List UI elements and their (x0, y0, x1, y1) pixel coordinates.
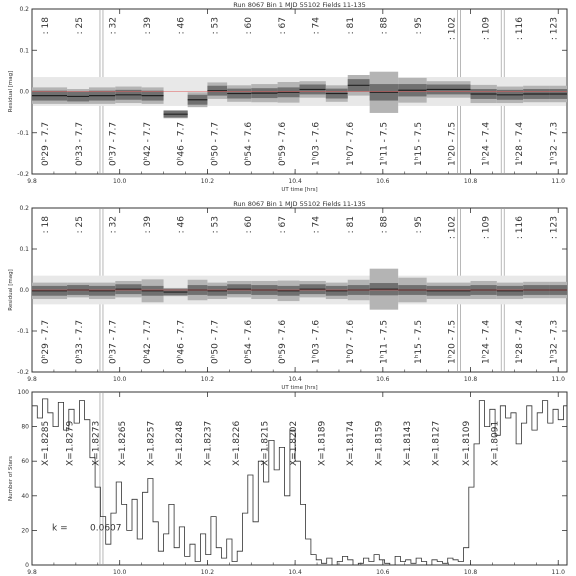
field-number: : 123 (549, 216, 560, 240)
airmass-label: X=1.8091 (490, 420, 501, 466)
field-info: 1ʰ24 - 7.4 (481, 121, 492, 166)
airmass-label: X=1.8109 (462, 420, 473, 466)
airmass-label: X=1.8265 (117, 420, 128, 466)
field-number: : 39 (142, 216, 153, 234)
field-number: : 88 (379, 216, 390, 234)
field-number: : 95 (413, 216, 424, 234)
chart-title: Run 8067 Bin 1 MJD 55102 Fields 11-135 (233, 200, 366, 208)
airmass-label: X=1.8215 (260, 420, 271, 466)
y-tick-label: 40 (21, 492, 29, 500)
x-tick-label: 10.2 (200, 178, 215, 185)
chart-title: Run 8067 Bin 1 MJD 55102 Fields 11-135 (233, 1, 366, 9)
y-axis-label: Number of Stars (8, 455, 14, 502)
y-axis-label: Residual [mag] (8, 269, 14, 311)
field-number: : 53 (210, 17, 221, 35)
field-info: 1ʰ20 - 7.5 (447, 121, 458, 166)
x-tick-label: 10.0 (113, 569, 127, 576)
y-tick-label: 60 (21, 458, 29, 466)
field-info: 1ʰ32 - 7.3 (549, 319, 560, 364)
field-number: : 116 (515, 216, 526, 240)
field-number: : 109 (481, 17, 492, 41)
field-info: 0ʰ37 - 7.7 (108, 319, 119, 364)
field-info: 1ʰ15 - 7.5 (413, 319, 424, 364)
airmass-label: X=1.8279 (65, 420, 76, 466)
field-number: : 102 (447, 216, 458, 240)
airmass-label: X=1.8248 (174, 420, 185, 466)
x-tick-label: 11.0 (551, 376, 565, 383)
field-info: 0ʰ33 - 7.7 (74, 319, 85, 364)
field-info: 0ʰ50 - 7.7 (210, 319, 221, 364)
y-axis-label: Residual [mag] (8, 70, 14, 113)
x-tick-label: 10.6 (376, 178, 390, 185)
airmass-label: X=1.8159 (374, 420, 385, 466)
field-number: : 18 (41, 216, 52, 234)
residual-panel-1 (8, 1, 567, 193)
field-info: 0ʰ59 - 7.6 (277, 121, 288, 166)
x-tick-label: 11.0 (551, 569, 565, 576)
x-axis-label: UT time [hrs] (281, 187, 318, 193)
field-info: 1ʰ32 - 7.3 (549, 121, 560, 166)
field-number: : 39 (142, 17, 153, 35)
y-tick-label: 80 (21, 423, 29, 431)
residual-panel-2 (8, 200, 567, 391)
x-tick-label: 10.6 (376, 376, 390, 383)
y-tick-label: 0.0 (19, 287, 29, 294)
field-number: : 32 (108, 216, 119, 234)
x-tick-label: 10.0 (113, 376, 127, 383)
field-number: : 123 (549, 17, 560, 41)
airmass-label: X=1.8226 (231, 420, 242, 466)
x-tick-label: 10.2 (200, 569, 215, 576)
field-number: : 67 (277, 17, 288, 35)
field-number: : 32 (108, 17, 119, 35)
y-tick-label: -0.1 (17, 328, 29, 335)
field-number: : 74 (311, 17, 322, 35)
airmass-label: X=1.8127 (431, 420, 442, 466)
airmass-label: X=1.8143 (402, 420, 413, 466)
field-info: 1ʰ15 - 7.5 (413, 121, 424, 166)
field-number: : 109 (481, 216, 492, 240)
field-info: 0ʰ54 - 7.6 (244, 319, 255, 364)
x-tick-label: 10.8 (463, 569, 478, 576)
field-number: : 46 (176, 17, 187, 35)
field-info: 0ʰ42 - 7.7 (142, 121, 153, 166)
star-count-panel (8, 389, 567, 576)
x-tick-label: 9.8 (27, 569, 37, 576)
field-number: : 102 (447, 17, 458, 41)
extinction-value: 0.0607 (90, 523, 122, 534)
field-number: : 95 (413, 17, 424, 35)
y-tick-label: 0 (25, 562, 29, 569)
field-info: 1ʰ28 - 7.4 (515, 121, 526, 166)
airmass-label: X=1.8202 (288, 420, 299, 466)
airmass-label: X=1.8189 (317, 420, 328, 466)
field-info: 1ʰ28 - 7.4 (515, 319, 526, 364)
field-number: : 81 (345, 216, 356, 234)
field-info: 0ʰ46 - 7.7 (176, 121, 187, 166)
field-info: 0ʰ33 - 7.7 (74, 121, 85, 166)
y-tick-label: 0.0 (19, 88, 29, 96)
field-number: : 116 (515, 17, 526, 41)
airmass-label: X=1.8257 (146, 420, 157, 466)
field-info: 0ʰ59 - 7.6 (277, 319, 288, 364)
y-tick-label: 0.1 (19, 47, 29, 55)
x-tick-label: 10.4 (288, 569, 302, 576)
x-tick-label: 10.4 (288, 376, 302, 383)
field-info: 1ʰ20 - 7.5 (447, 319, 458, 364)
field-number: : 67 (277, 216, 288, 234)
field-number: : 18 (41, 17, 52, 35)
field-info: 0ʰ54 - 7.6 (244, 121, 255, 166)
extinction-label: k = (52, 523, 68, 534)
plot-frame (32, 392, 567, 565)
y-tick-label: -0.2 (17, 171, 29, 178)
field-number: : 74 (311, 216, 322, 234)
field-info: 0ʰ50 - 7.7 (210, 121, 221, 166)
y-tick-label: -0.2 (17, 369, 29, 376)
x-tick-label: 10.2 (200, 376, 215, 383)
field-number: : 53 (210, 216, 221, 234)
x-tick-label: 10.0 (113, 178, 127, 185)
field-info: 0ʰ37 - 7.7 (108, 121, 119, 166)
field-info: 1ʰ03 - 7.6 (311, 121, 322, 166)
x-axis-label: UT time [hrs] (281, 385, 318, 391)
x-tick-label: 9.8 (27, 178, 37, 185)
airmass-label: X=1.8285 (41, 420, 52, 466)
field-info: 1ʰ11 - 7.5 (379, 319, 390, 364)
field-number: : 81 (345, 17, 356, 35)
field-info: 0ʰ42 - 7.7 (142, 319, 153, 364)
field-info: 0ʰ46 - 7.7 (176, 319, 187, 364)
field-info: 0ʰ29 - 7.7 (41, 121, 52, 166)
x-tick-label: 10.6 (376, 569, 390, 576)
field-info: 0ʰ29 - 7.7 (41, 319, 52, 364)
field-info: 1ʰ03 - 7.6 (311, 319, 322, 364)
field-number: : 88 (379, 17, 390, 35)
field-number: : 25 (74, 216, 85, 234)
field-info: 1ʰ07 - 7.6 (345, 319, 356, 364)
x-tick-label: 9.8 (27, 376, 37, 383)
airmass-label: X=1.8174 (345, 420, 356, 466)
y-tick-label: 0.2 (19, 205, 29, 212)
y-tick-label: 0.2 (19, 6, 29, 13)
star-count-histogram (32, 399, 567, 565)
x-tick-label: 11.0 (551, 178, 565, 185)
field-number: : 60 (244, 17, 255, 35)
field-number: : 46 (176, 216, 187, 234)
field-number: : 60 (244, 216, 255, 234)
y-tick-label: 0.1 (19, 246, 29, 253)
field-info: 1ʰ24 - 7.4 (481, 319, 492, 364)
field-info: 1ʰ07 - 7.6 (345, 121, 356, 166)
airmass-label: X=1.8237 (203, 420, 214, 466)
x-tick-label: 10.8 (463, 178, 478, 185)
airmass-label: X=1.8273 (91, 420, 102, 466)
x-tick-label: 10.8 (463, 376, 478, 383)
field-info: 1ʰ11 - 7.5 (379, 121, 390, 166)
y-tick-label: -0.1 (17, 129, 29, 137)
y-tick-label: 20 (21, 527, 29, 535)
x-tick-label: 10.4 (288, 178, 302, 185)
field-number: : 25 (74, 17, 85, 35)
y-tick-label: 100 (17, 389, 29, 396)
